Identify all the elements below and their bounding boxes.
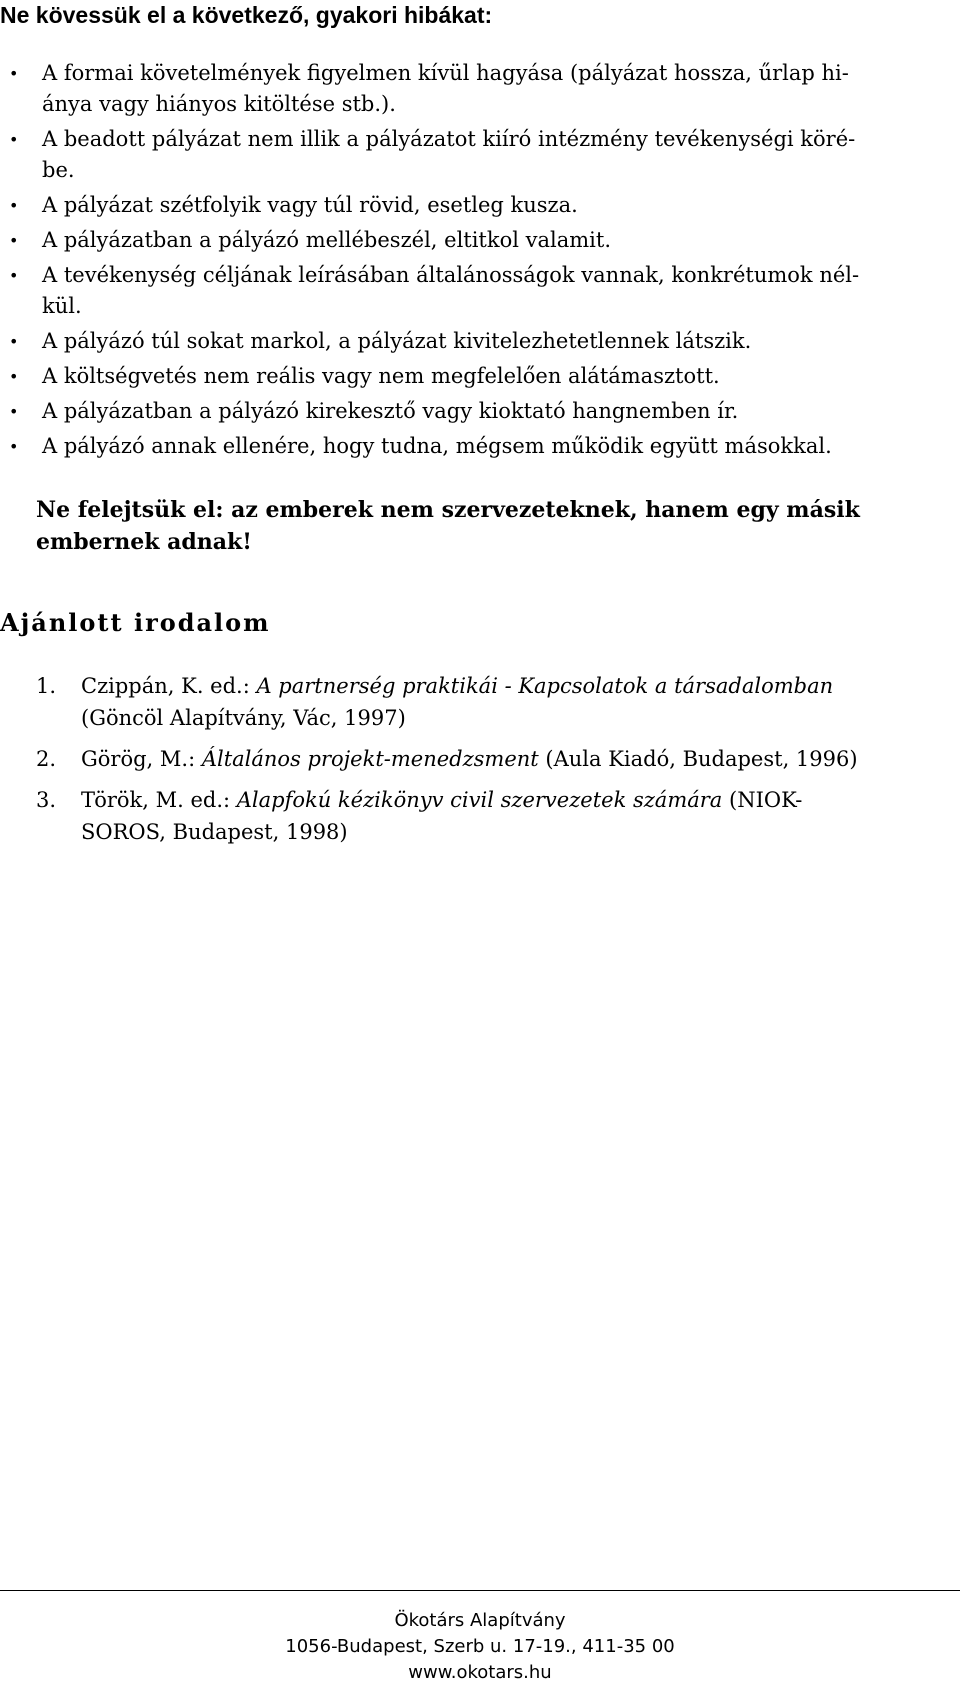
bullet-icon: • [9, 402, 19, 421]
reference-title: A partnerség praktikái - Kapcsolatok a társadalomban [256, 674, 834, 698]
reference-title: Általános projekt-menedzsment [201, 747, 539, 771]
reference-continuation: (Göncöl Alapítvány, Vác, 1997) [81, 706, 406, 730]
footer-organization: Ökotárs Alapítvány [394, 1610, 566, 1631]
list-item [0, 190, 960, 221]
bullet-icon: • [9, 266, 19, 285]
reference-item [0, 743, 960, 775]
footer-address: 1056-Budapest, Szerb u. 17-19., 411-35 00 [285, 1636, 675, 1657]
list-item [0, 58, 960, 120]
reference-number: 3. [36, 788, 57, 812]
reminder-paragraph [36, 494, 956, 558]
reference-author: Görög, M.: [81, 747, 202, 771]
reference-item [0, 670, 960, 734]
bullet-icon: • [9, 231, 19, 250]
list-item-text: A pályázatban a pályázó mellébeszél, eltitkol valamit. [42, 228, 611, 252]
reference-line [81, 670, 960, 702]
literature-heading: Ajánlott irodalom [0, 608, 271, 637]
footer [0, 1608, 960, 1686]
reference-publisher: (NIOK- [722, 788, 803, 812]
list-item-text: A pályázat szétfolyik vagy túl rövid, esetleg kusza. [42, 193, 578, 217]
reference-author: Török, M. ed.: [81, 788, 237, 812]
reference-continuation: SOROS, Budapest, 1998) [81, 820, 348, 844]
reference-publisher: (Aula Kiadó, Budapest, 1996) [538, 747, 858, 771]
list-item-text: A költségvetés nem reális vagy nem megfelelően alátámasztott. [42, 364, 720, 388]
literature-list [0, 670, 960, 857]
reminder-text: embernek adnak! [36, 529, 252, 555]
footer-website-link[interactable]: www.okotars.hu [408, 1662, 552, 1683]
mistakes-heading: Ne kövessük el a következő, gyakori hibákat: [0, 2, 493, 28]
reference-number: 1. [36, 674, 57, 698]
list-item [0, 431, 960, 462]
bullet-icon: • [9, 64, 19, 83]
list-item-text: be. [42, 158, 75, 182]
list-item [0, 225, 960, 256]
list-item [0, 124, 960, 186]
reference-item [0, 784, 960, 848]
reminder-text: Ne felejtsük el: az emberek nem szervezeteknek, hanem egy másik [36, 497, 860, 523]
bullet-icon: • [9, 367, 19, 386]
list-item-text: A beadott pályázat nem illik a pályázatot kiíró intézmény tevékenységi köré- [42, 127, 856, 151]
footer-divider [0, 1590, 960, 1591]
reference-number: 2. [36, 747, 57, 771]
list-item-text: A pályázatban a pályázó kirekesztő vagy kioktató hangnemben ír. [42, 399, 739, 423]
list-item-text: A pályázó túl sokat markol, a pályázat kivitelezhetetlennek látszik. [42, 329, 752, 353]
list-item-text: A formai követelmények figyelmen kívül hagyása (pályázat hossza, űrlap hi- [42, 61, 849, 85]
bullet-icon: • [9, 196, 19, 215]
bullet-icon: • [9, 437, 19, 456]
list-item [0, 361, 960, 392]
list-item [0, 260, 960, 322]
list-item-text: kül. [42, 294, 82, 318]
reference-line [81, 784, 960, 816]
mistakes-list [0, 58, 960, 466]
list-item-text: A pályázó annak ellenére, hogy tudna, mégsem működik együtt másokkal. [42, 434, 832, 458]
reference-author: Czippán, K. ed.: [81, 674, 257, 698]
reference-title: Alapfokú kézikönyv civil szervezetek számára [236, 788, 723, 812]
reference-line [81, 743, 960, 775]
list-item-text: ánya vagy hiányos kitöltése stb.). [42, 92, 396, 116]
list-item [0, 396, 960, 427]
list-item [0, 326, 960, 357]
list-item-text: A tevékenység céljának leírásában általánosságok vannak, konkrétumok nél- [42, 263, 860, 287]
bullet-icon: • [9, 130, 19, 149]
bullet-icon: • [9, 332, 19, 351]
